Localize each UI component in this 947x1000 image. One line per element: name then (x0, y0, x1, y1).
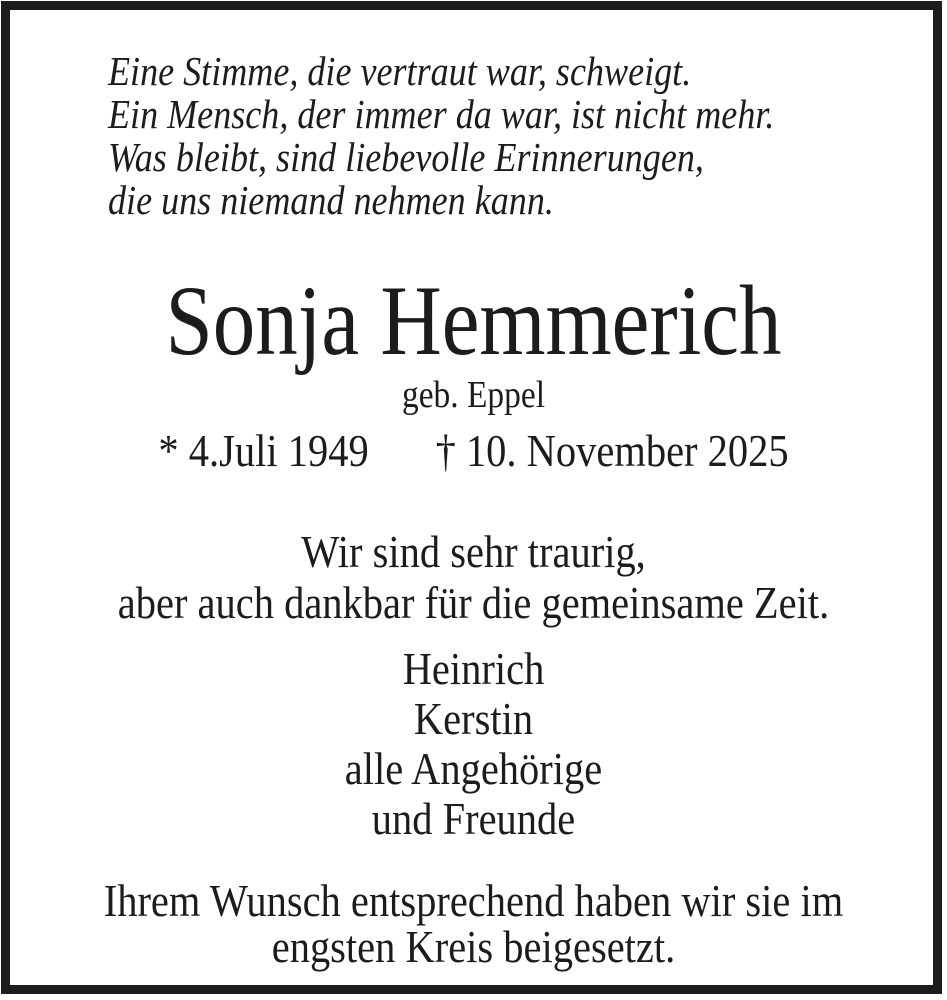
condolence-line: aber auch dankbar für die gemeinsame Zeit. (117, 577, 830, 628)
birth-date (158, 425, 368, 476)
condolence-line: Wir sind sehr traurig, (301, 526, 646, 577)
life-dates (57, 425, 890, 476)
mourner-name: und Freunde (371, 793, 576, 844)
burial-notice-line: engsten Kreis beigesetzt. (271, 921, 676, 972)
burial-notice (57, 875, 890, 972)
mourners-list (57, 644, 890, 844)
condolence-text (57, 526, 890, 628)
poem-line: Eine Stimme, die vertraut war, schweigt. (108, 48, 692, 94)
mourner-name: Kerstin (413, 693, 534, 744)
birth-symbol: * (158, 425, 179, 476)
poem-line: Ein Mensch, der immer da war, ist nicht mehr. (108, 91, 775, 137)
death-date (435, 425, 789, 476)
dagger-symbol: † (435, 425, 456, 476)
poem-line: die uns niemand nehmen kann. (108, 177, 554, 223)
poem-line: Was bleibt, sind liebevolle Erinnerungen, (108, 134, 704, 180)
maiden-name: geb. Eppel (401, 374, 545, 416)
burial-notice-line: Ihrem Wunsch entsprechend haben wir sie im (103, 875, 844, 926)
memorial-poem (108, 50, 774, 222)
deceased-name: Sonja Hemmerich (165, 265, 782, 376)
mourner-name: Heinrich (402, 643, 545, 694)
death-date-text: 10. November 2025 (465, 425, 789, 476)
birth-date-text: 4.Juli 1949 (188, 425, 369, 476)
mourner-name: alle Angehörige (344, 743, 603, 794)
